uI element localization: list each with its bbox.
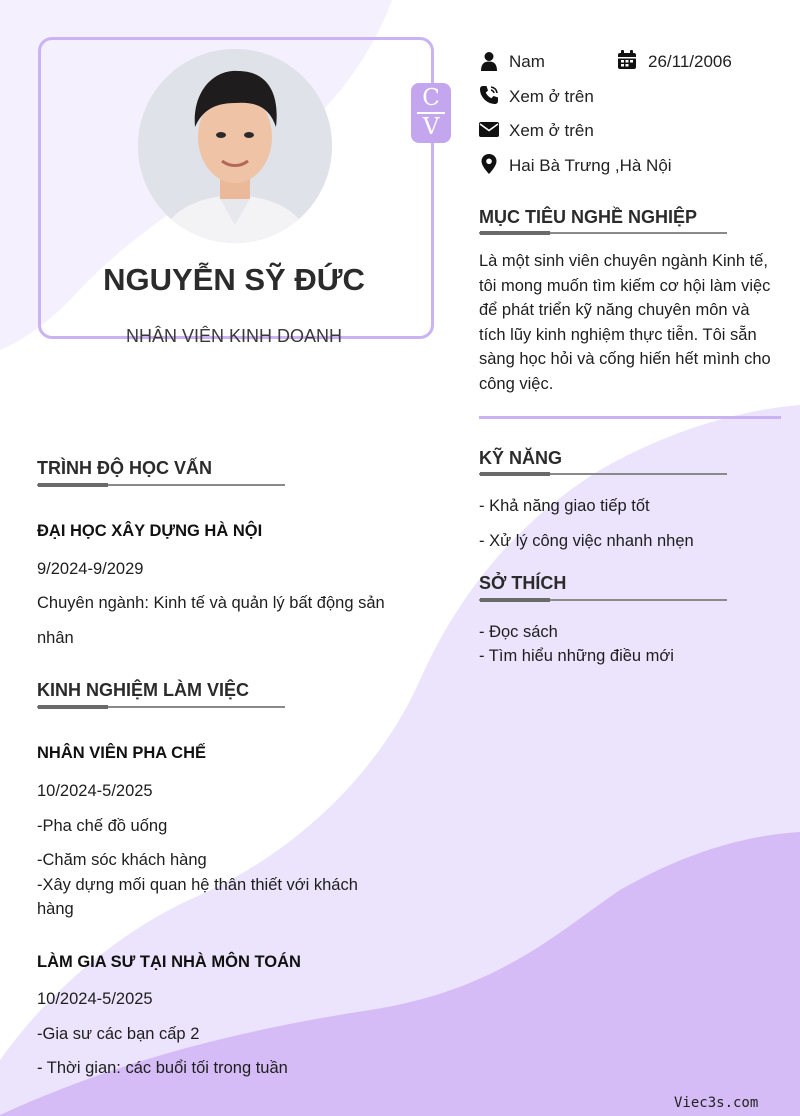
experience-underline-accent xyxy=(38,705,108,709)
education-major-cont: nhân xyxy=(37,629,74,647)
school-name: ĐẠI HỌC XÂY DỰNG HÀ NỘI xyxy=(37,522,263,540)
job-period: 10/2024-5/2025 xyxy=(37,782,153,800)
avatar xyxy=(138,49,332,243)
cv-badge-top: C xyxy=(422,85,440,111)
job-period: 10/2024-5/2025 xyxy=(37,990,153,1008)
phone-icon xyxy=(479,85,499,105)
job-duty: -Gia sư các bạn cấp 2 xyxy=(37,1025,200,1043)
skill-item: - Xử lý công việc nhanh nhẹn xyxy=(479,532,694,550)
objective-text: Là một sinh viên chuyên ngành Kinh tế, tôi mong muốn tìm kiếm cơ hội làm việc để phát triển kỹ năng chuyên môn và tích lũy kinh nghiệm thực tiễn. Tôi sẵn sàng học hỏi và cống hiến hết mình cho công việc. xyxy=(479,252,771,393)
calendar-icon xyxy=(617,50,637,70)
education-major: Chuyên ngành: Kinh tế và quản lý bất động sản xyxy=(37,594,385,612)
education-title: TRÌNH ĐỘ HỌC VẤN xyxy=(37,458,212,478)
location-icon xyxy=(479,154,499,174)
email-value: Xem ở trên xyxy=(509,121,594,140)
skills-title: KỸ NĂNG xyxy=(479,448,563,468)
cv-badge xyxy=(411,83,451,143)
objective-title: MỤC TIÊU NGHỀ NGHIỆP xyxy=(479,207,698,227)
user-icon xyxy=(479,51,499,71)
job-duty: -Pha chế đồ uống xyxy=(37,817,168,835)
hobby-item: - Đọc sách xyxy=(479,623,558,641)
skills-underline-accent xyxy=(480,472,550,476)
hobbies-title: SỞ THÍCH xyxy=(479,573,567,593)
job-duty: -Chăm sóc khách hàng xyxy=(37,851,207,869)
job-title: NHÂN VIÊN PHA CHẾ xyxy=(37,744,206,762)
hobbies-underline-accent xyxy=(480,598,550,602)
cv-badge-bottom: V xyxy=(422,114,440,140)
full-name: NGUYỄN SỸ ĐỨC xyxy=(103,262,365,297)
job-duty-cont: hàng xyxy=(37,900,74,918)
footer-brand: Viec3s.com xyxy=(674,1095,759,1111)
experience-title: KINH NGHIỆM LÀM VIỆC xyxy=(37,680,250,700)
section-divider xyxy=(479,416,781,419)
hobby-item: - Tìm hiểu những điều mới xyxy=(479,647,674,665)
address-value: Hai Bà Trưng ,Hà Nội xyxy=(509,156,672,175)
skill-item: - Khả năng giao tiếp tốt xyxy=(479,497,650,515)
phone-value: Xem ở trên xyxy=(509,87,594,106)
gender-value: Nam xyxy=(509,52,545,71)
birthday-value: 26/11/2006 xyxy=(648,52,732,71)
education-underline-accent xyxy=(38,483,108,487)
portrait-illustration xyxy=(138,49,332,243)
job-title: LÀM GIA SƯ TẠI NHÀ MÔN TOÁN xyxy=(37,953,301,971)
objective-underline-accent xyxy=(480,231,550,235)
job-role: NHÂN VIÊN KINH DOANH xyxy=(125,326,343,346)
mail-icon xyxy=(479,119,499,139)
education-period: 9/2024-9/2029 xyxy=(37,560,144,578)
job-duty: - Thời gian: các buổi tối trong tuần xyxy=(37,1059,288,1077)
job-duty: -Xây dựng mối quan hệ thân thiết với khách xyxy=(37,876,358,894)
